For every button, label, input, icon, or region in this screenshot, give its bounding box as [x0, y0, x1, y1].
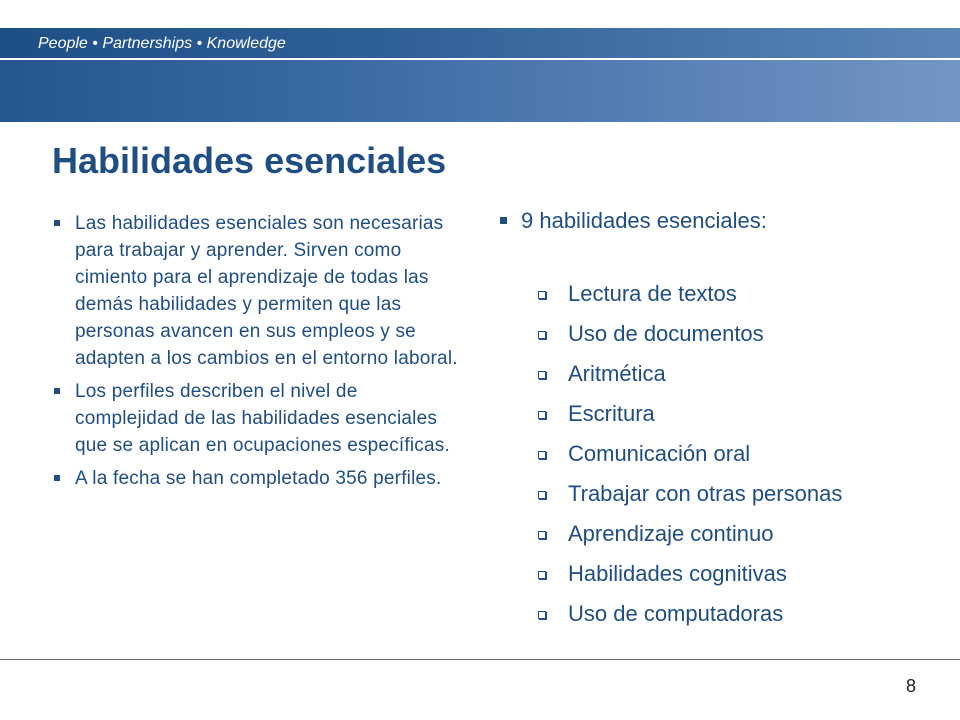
skill-item — [536, 479, 842, 519]
skill-label: Uso de documentos — [568, 321, 764, 346]
skill-item — [536, 359, 842, 399]
square-bullet-icon — [54, 475, 60, 481]
skills-heading — [498, 206, 767, 236]
checkbox-bullet-icon — [538, 371, 546, 379]
skill-label: Comunicación oral — [568, 441, 751, 466]
skills-list — [536, 279, 842, 639]
square-bullet-icon — [500, 217, 507, 224]
header-band — [0, 60, 960, 122]
skill-item — [536, 439, 842, 479]
skill-item — [536, 519, 842, 559]
checkbox-bullet-icon — [538, 491, 546, 499]
checkbox-bullet-icon — [538, 571, 546, 579]
skill-item — [536, 399, 842, 439]
skill-item — [536, 279, 842, 319]
square-bullet-icon — [54, 388, 60, 394]
skill-item — [536, 319, 842, 359]
skill-item — [536, 599, 842, 639]
tagline: People • Partnerships • Knowledge — [38, 35, 286, 52]
skill-label: Uso de computadoras — [568, 601, 784, 626]
skill-label: Escritura — [568, 401, 655, 426]
left-bullet-item — [52, 378, 462, 459]
checkbox-bullet-icon — [538, 331, 546, 339]
square-bullet-icon — [54, 220, 60, 226]
skill-label: Aritmética — [568, 361, 666, 386]
checkbox-bullet-icon — [538, 451, 546, 459]
checkbox-bullet-icon — [538, 611, 546, 619]
skill-label: Habilidades cognitivas — [568, 561, 787, 586]
checkbox-bullet-icon — [538, 291, 546, 299]
checkbox-bullet-icon — [538, 531, 546, 539]
checkbox-bullet-icon — [538, 411, 546, 419]
left-bullet-item — [52, 465, 462, 492]
skill-label: Aprendizaje continuo — [568, 521, 774, 546]
skill-item — [536, 559, 842, 599]
slide-title: Habilidades esenciales — [52, 140, 447, 181]
left-bullet-text: A la fecha se han completado 356 perfiles. — [75, 468, 442, 489]
left-bullet-item — [52, 210, 462, 372]
footer-divider — [0, 659, 960, 660]
skill-label: Lectura de textos — [568, 281, 737, 306]
left-bullet-text: Los perfiles describen el nivel de complejidad de las habilidades esenciales que se aplican en ocupaciones específicas. — [75, 381, 450, 456]
page-number: 8 — [905, 676, 916, 696]
left-bullet-list — [52, 210, 462, 498]
left-bullet-text: Las habilidades esenciales son necesarias para trabajar y aprender. Sirven como cimiento para el aprendizaje de todas las demás habilidades y permiten que las personas avancen en sus empleos y se adapten a los cambios en el entorno laboral. — [75, 213, 458, 369]
skills-heading-text: 9 habilidades esenciales: — [521, 208, 767, 233]
skill-label: Trabajar con otras personas — [568, 481, 843, 506]
